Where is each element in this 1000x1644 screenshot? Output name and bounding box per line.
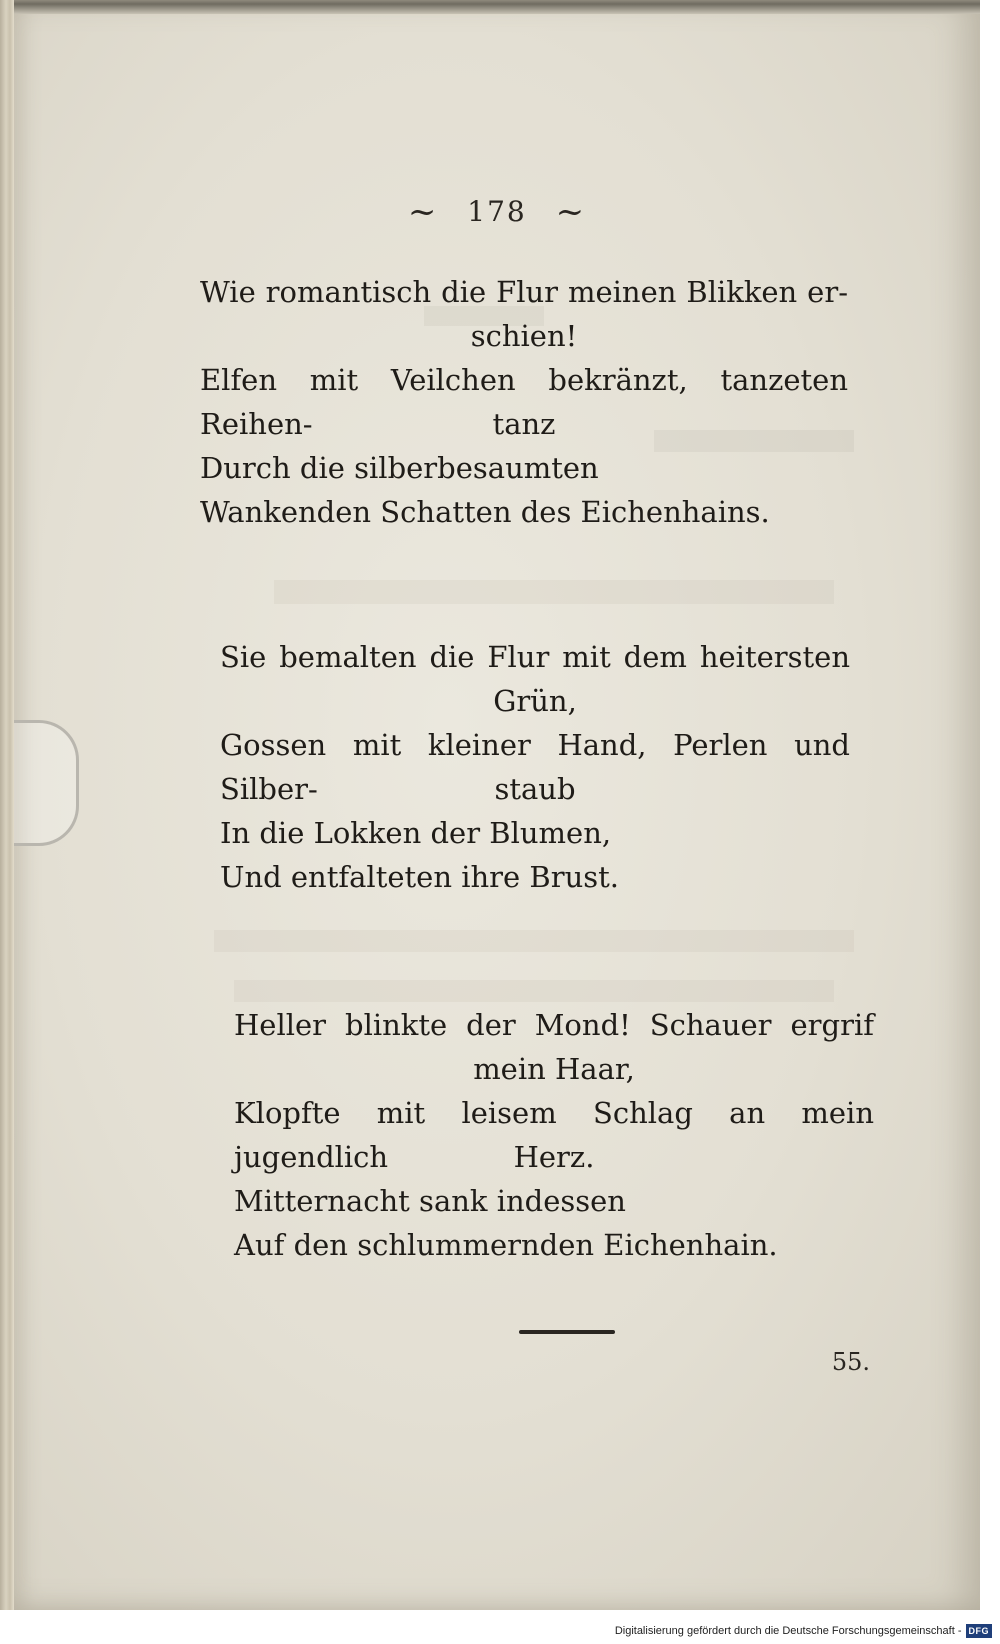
end-rule xyxy=(519,1330,615,1334)
poem-line: Wankenden Schatten des Eichenhains. xyxy=(200,495,770,529)
poem-line: Sie bemalten die Flur mit dem heitersten xyxy=(220,640,850,674)
poem-line: Herz. xyxy=(513,1140,595,1174)
poem-line: Wie romantisch die Flur meinen Blikken er- xyxy=(200,275,848,309)
bleed-through-shadow xyxy=(234,980,834,1002)
poem-line: Elfen mit Veilchen bekränzt, tanzeten Reihen- xyxy=(200,363,848,441)
poem-line: Durch die silberbesaumten xyxy=(200,451,599,485)
poem-line: In die Lokken der Blumen, xyxy=(220,816,612,850)
dfg-logo: DFG xyxy=(966,1624,993,1638)
page-number: 178 xyxy=(467,195,527,228)
poem-line: Grün, xyxy=(493,684,577,718)
poem-line: mein Haar, xyxy=(473,1052,635,1086)
page-header xyxy=(14,192,980,232)
poem-line: Gossen mit kleiner Hand, Perlen und Silber- xyxy=(220,728,850,806)
signature-mark: 55. xyxy=(831,1348,870,1376)
credit-text: Digitalisierung gefördert durch die Deutsche Forschungsgemeinschaft - xyxy=(614,1625,962,1637)
poem-line: staub xyxy=(494,772,576,806)
poem-line: Und entfalteten ihre Brust. xyxy=(220,860,620,894)
poem-line: Klopfte mit leisem Schlag an mein jugendlich xyxy=(234,1096,874,1174)
poem-line: Heller blinkte der Mond! Schauer ergrif xyxy=(234,1008,874,1042)
poem-line: tanz xyxy=(492,407,556,441)
bleed-through-shadow xyxy=(274,580,834,604)
bookmark-tab xyxy=(14,720,79,846)
digitization-credit xyxy=(615,1624,992,1638)
poem-line: schien! xyxy=(470,319,578,353)
bleed-through-shadow xyxy=(214,930,854,952)
stanza-1 xyxy=(200,270,848,534)
book-page xyxy=(14,0,980,1610)
stanza-2 xyxy=(220,635,850,899)
page-top-edge xyxy=(14,0,980,14)
poem-line: Mitternacht sank indessen xyxy=(234,1184,626,1218)
right-ornament: ~ xyxy=(555,192,587,232)
stanza-3 xyxy=(234,1003,874,1267)
left-ornament: ~ xyxy=(407,192,439,232)
poem-line: Auf den schlummernden Eichenhain. xyxy=(234,1228,778,1262)
